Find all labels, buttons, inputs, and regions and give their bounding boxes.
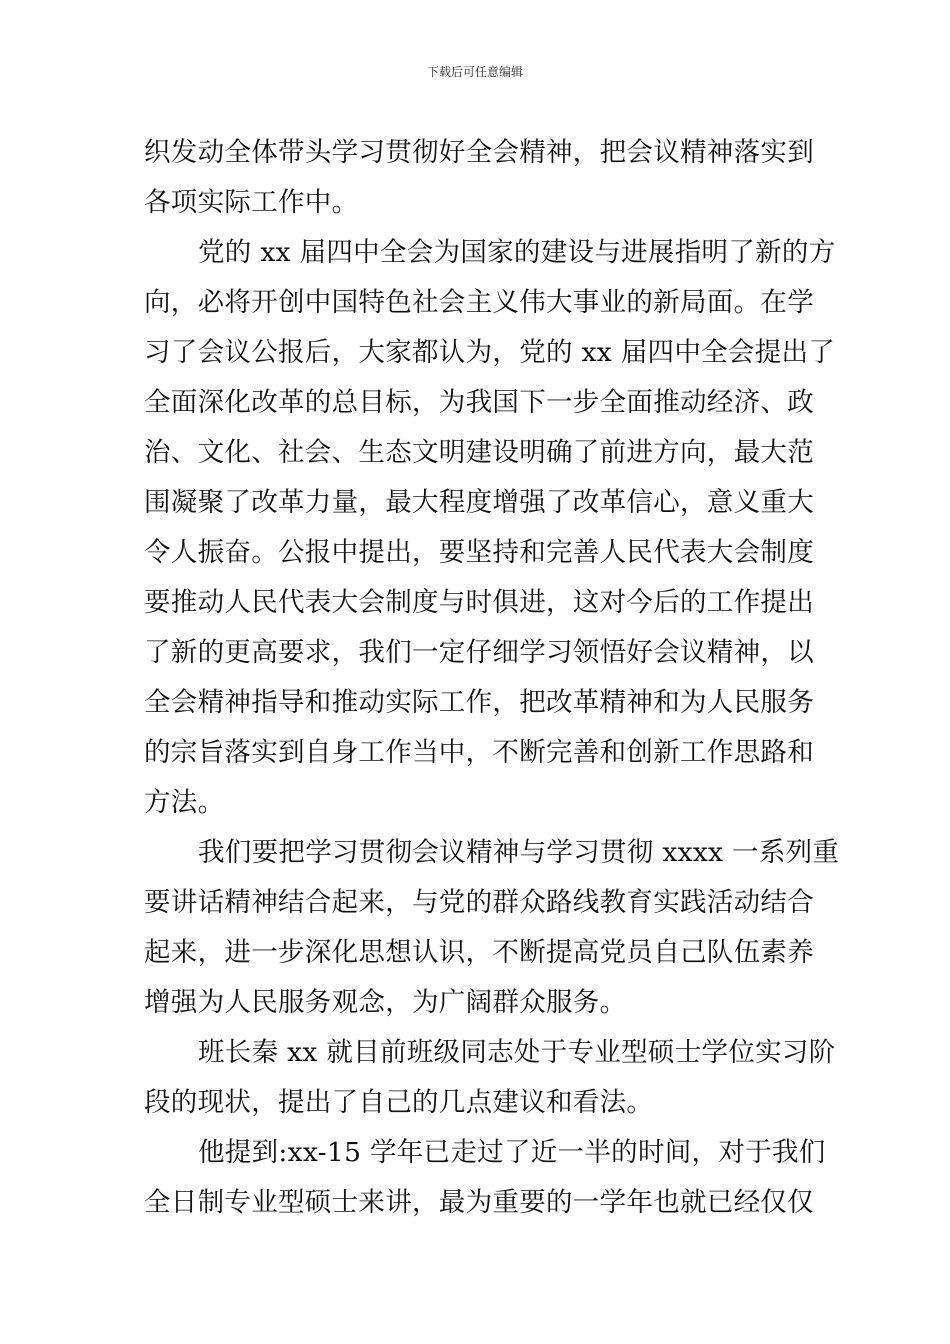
text-line: 令人振奋。公报中提出，要坚持和完善人民代表大会制度 <box>144 537 814 568</box>
paragraph-start-line: 党的 xx 届四中全会为国家的建设与进展指明了新的方 <box>198 237 836 268</box>
text-line: 了新的更高要求，我们一定仔细学习领悟好会议精神，以 <box>144 637 814 668</box>
text-line: 习了会议公报后，大家都认为，党的 xx 届四中全会提出了 <box>144 337 836 368</box>
text-line: 围凝聚了改革力量，最大程度增强了改革信心，意义重大 <box>144 487 814 518</box>
text-line: 各项实际工作中。 <box>144 187 359 218</box>
text-line: 全日制专业型硕士来讲，最为重要的一学年也就已经仅仅 <box>144 1187 814 1218</box>
text-line: 要讲话精神结合起来，与党的群众路线教育实践活动结合 <box>144 887 814 918</box>
text-line: 全会精神指导和推动实际工作，把改革精神和为人民服务 <box>144 687 814 718</box>
text-line: 要推动人民代表大会制度与时俱进，这对今后的工作提出 <box>144 587 814 618</box>
text-line: 段的现状，提出了自己的几点建议和看法。 <box>144 1087 654 1118</box>
paragraph-start-line: 他提到:xx-15 学年已走过了近一半的时间，对于我们 <box>198 1137 826 1168</box>
text-line: 增强为人民服务观念，为广阔群众服务。 <box>144 987 627 1018</box>
text-line: 的宗旨落实到自身工作当中，不断完善和创新工作思路和 <box>144 737 814 768</box>
text-line: 织发动全体带头学习贯彻好全会精神，把会议精神落实到 <box>144 137 814 168</box>
page-header: 下载后可任意编辑 <box>426 65 523 79</box>
text-line: 起来，进一步深化思想认识，不断提高党员自己队伍素养 <box>144 937 814 968</box>
paragraph-start-line: 我们要把学习贯彻会议精神与学习贯彻 xxxx 一系列重 <box>198 837 840 868</box>
document-body <box>144 128 840 1228</box>
paragraph-start-line: 班长秦 xx 就目前班级同志处于专业型硕士学位实习阶 <box>198 1037 836 1068</box>
text-line: 治、文化、社会、生态文明建设明确了前进方向，最大范 <box>144 437 814 468</box>
text-line: 全面深化改革的总目标，为我国下一步全面推动经济、政 <box>144 387 814 418</box>
text-line: 方法。 <box>144 787 225 818</box>
text-line: 向，必将开创中国特色社会主义伟大事业的新局面。在学 <box>144 287 814 318</box>
